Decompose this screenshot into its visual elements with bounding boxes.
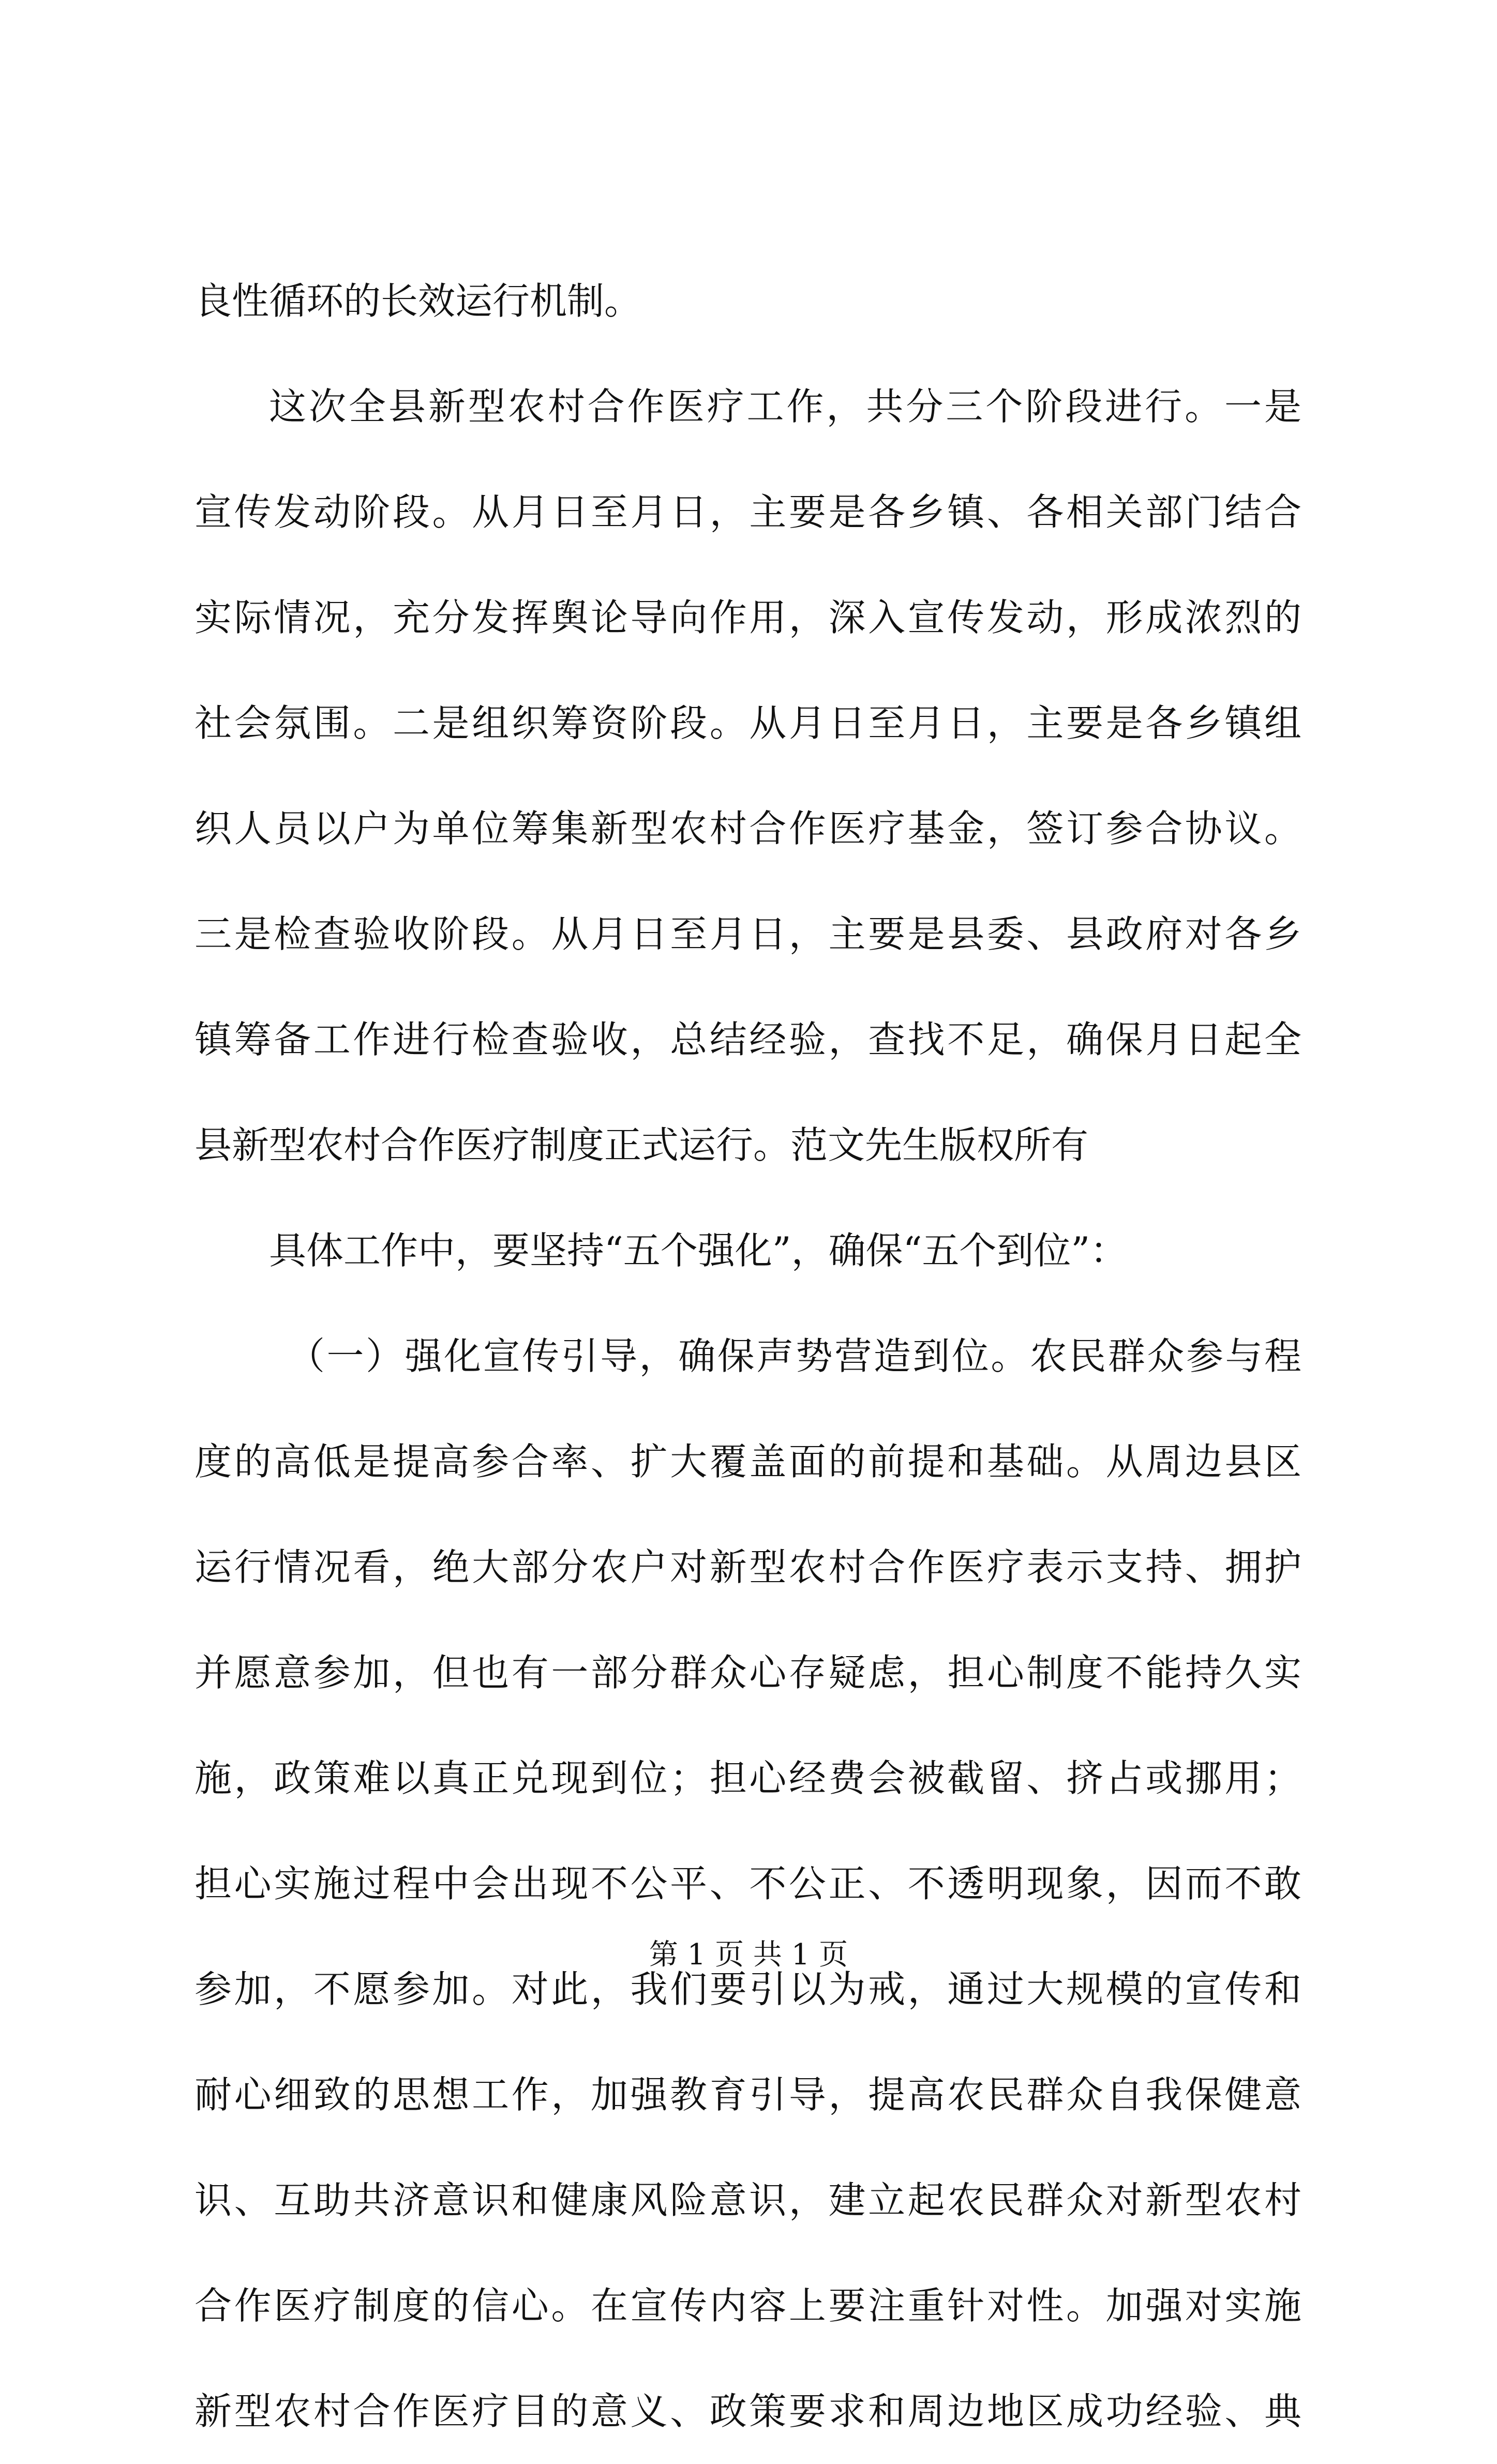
text-line: 参加，不愿参加。对此，我们要引以为戒，通过大规模的宣传和: [194, 1967, 1301, 2011]
text-line: 实际情况，充分发挥舆论导向作用，深入宣传发动，形成浓烈的: [194, 596, 1301, 639]
text-line: 新型农村合作医疗目的意义、政策要求和周边地区成功经验、典: [194, 2390, 1301, 2433]
text-line: 县新型农村合作医疗制度正式运行。范文先生版权所有: [194, 1123, 1089, 1167]
text-line: 织人员以户为单位筹集新型农村合作医疗基金，签订参合协议。: [194, 807, 1301, 850]
text-line: 施，政策难以真正兑现到位；担心经费会被截留、挤占或挪用；: [194, 1756, 1301, 1800]
text-line: 宣传发动阶段。从月日至月日，主要是各乡镇、各相关部门结合: [194, 490, 1301, 534]
text-line: 三是检查验收阶段。从月日至月日，主要是县委、县政府对各乡: [194, 912, 1301, 956]
text-line: 耐心细致的思想工作，加强教育引导，提高农民群众自我保健意: [194, 2073, 1301, 2116]
text-line: 社会氛围。二是组织筹资阶段。从月日至月日，主要是各乡镇组: [194, 701, 1301, 745]
text-line: （一）强化宣传引导，确保声势营造到位。农民群众参与程: [288, 1334, 1301, 1378]
text-line: 并愿意参加，但也有一部分群众心存疑虑，担心制度不能持久实: [194, 1651, 1301, 1694]
text-line: 识、互助共济意识和健康风险意识，建立起农民群众对新型农村: [194, 2178, 1301, 2222]
text-line: 良性循环的长效运行机制。: [194, 279, 642, 323]
text-line: 具体工作中，要坚持“五个强化”，确保“五个到位”：: [269, 1229, 1128, 1272]
text-line: 这次全县新型农村合作医疗工作，共分三个阶段进行。一是: [269, 385, 1301, 428]
text-line: 合作医疗制度的信心。在宣传内容上要注重针对性。加强对实施: [194, 2284, 1301, 2327]
text-line: 镇筹备工作进行检查验收，总结经验，查找不足，确保月日起全: [194, 1018, 1301, 1061]
text-line: 运行情况看，绝大部分农户对新型农村合作医疗表示支持、拥护: [194, 1545, 1301, 1589]
page-footer: 第 1 页 共 1 页: [649, 1938, 848, 1972]
text-line: 担心实施过程中会出现不公平、不公正、不透明现象，因而不敢: [194, 1862, 1301, 1905]
body-text: [194, 248, 1301, 2464]
text-line: 度的高低是提高参合率、扩大覆盖面的前提和基础。从周边县区: [194, 1440, 1301, 1483]
